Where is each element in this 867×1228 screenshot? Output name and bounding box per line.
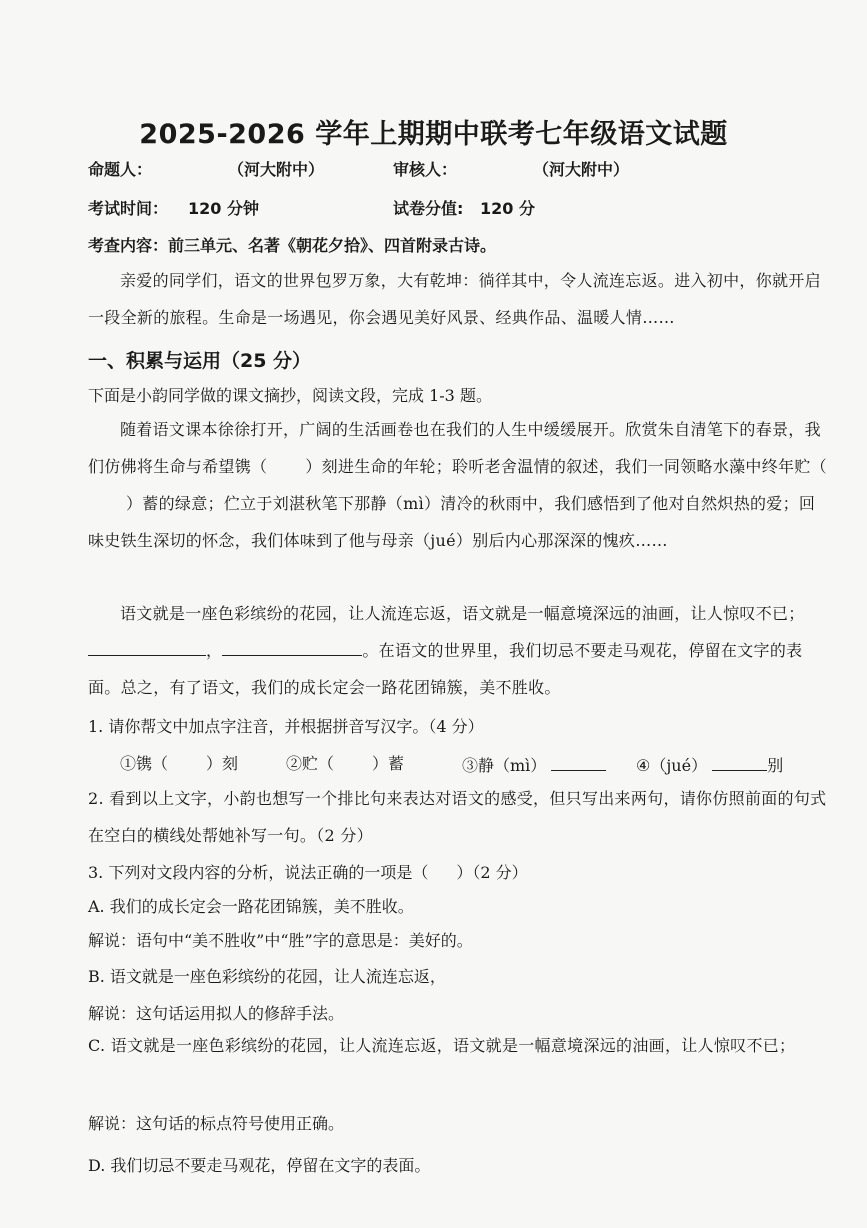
answer-blank-2[interactable] xyxy=(222,641,362,656)
q3-option-a: A. 我们的成长定会一路花团锦簇，美不胜收。 xyxy=(88,897,414,916)
q1-item-d-end: 别 xyxy=(767,756,784,775)
score-value: 120 分 xyxy=(480,199,535,218)
passage-two-part-2: 。在语文的世界里，我们切忌不要走马观花，停留在文字的表面。总之，有了语文，我们的成长定会一路花团锦簇，美不胜收。 xyxy=(88,641,803,697)
q1-item-a-end: ）刻 xyxy=(206,754,239,773)
q3-option-d: D. 我们切忌不要走马观花，停留在文字的表面。 xyxy=(88,1156,431,1175)
scope-line: 考查内容：前三单元、名著《朝花夕拾》、四首附录古诗。 xyxy=(88,236,497,255)
passage-one-part-2: ）刻进生命的年轮；聆听老舍温情的叙述，我们一同领略水藻中终年贮（ xyxy=(305,457,827,476)
time-label: 考试时间： xyxy=(88,199,169,218)
q1-item-c-blank[interactable] xyxy=(551,756,606,771)
passage-two xyxy=(88,595,830,706)
passage-two-sep: ， xyxy=(206,641,223,660)
author-value: （河大附中） xyxy=(228,160,325,179)
time-value: 120 分钟 xyxy=(188,199,259,218)
question-1-items xyxy=(120,754,784,775)
q3-option-c-explanation: 解说：这句话的标点符号使用正确。 xyxy=(88,1114,345,1133)
question-2: 2. 看到以上文字，小韵也想写一个排比句来表达对语文的感受，但只写出来两句，请你仿照前面的句式在空白的横线处帮她补写一句。（2 分） xyxy=(88,789,827,845)
passage-one-part-1: 随着语文课本徐徐打开，广阔的生活画卷也在我们的人生中缓缓展开。欣赏朱自清笔下的春景，我们仿佛将生命与希望镌（ xyxy=(88,420,821,476)
q3-option-a-explanation: 解说：语句中“美不胜收”中“胜”字的意思是：美好的。 xyxy=(88,931,473,950)
q3-option-c: C. 语文就是一座色彩缤纷的花园，让人流连忘返，语文就是一幅意境深远的油画，让人惊叹不已； xyxy=(88,1036,796,1055)
q3-option-b: B. 语文就是一座色彩缤纷的花园，让人流连忘返， xyxy=(88,967,446,986)
intro-paragraph: 亲爱的同学们，语文的世界包罗万象，大有乾坤：徜徉其中，令人流连忘返。进入初中，你就开启一段全新的旅程。生命是一场遇见，你会遇见美好风景、经典作品、温暖人情…… xyxy=(88,271,821,327)
q1-item-c: ③静（mì） xyxy=(462,756,547,775)
passage-one-part-3: ）蓄的绿意；伫立于刘湛秋笔下那静（mì）清冷的秋雨中，我们感悟到了他对自然炽热的爱；回味史铁生深切的怀念，我们体味到了他与母亲（jué）别后内心那深深的愧疚…… xyxy=(88,494,816,550)
q1-item-d: ④（jué） xyxy=(636,756,708,775)
reviewer-value: （河大附中） xyxy=(533,160,630,179)
q3-stem-b: ）（2 分） xyxy=(456,863,528,882)
question-3-stem xyxy=(88,865,528,881)
reviewer-label: 审核人： xyxy=(393,160,458,179)
section-heading: 一、积累与运用（25 分） xyxy=(88,350,312,372)
passage-one xyxy=(88,411,830,559)
answer-blank-1[interactable] xyxy=(88,641,206,656)
q3-option-b-explanation: 解说：这句话运用拟人的修辞手法。 xyxy=(88,1004,345,1023)
score-label: 试卷分值: xyxy=(393,199,464,218)
exam-title: 2025-2026 学年上期期中联考七年级语文试题 xyxy=(139,119,728,150)
section-instruction: 下面是小韵同学做的课文摘抄，阅读文段，完成 1-3 题。 xyxy=(88,386,492,405)
q1-item-a: ①镌（ xyxy=(120,754,169,773)
question-1-stem: 1. 请你帮文中加点字注音，并根据拼音写汉字。（4 分） xyxy=(88,717,484,736)
author-row xyxy=(88,160,630,179)
q3-stem-a: 3. 下列对文段内容的分析，说法正确的一项是（ xyxy=(88,863,429,882)
author-label: 命题人： xyxy=(88,160,153,179)
q1-item-b-end: ）蓄 xyxy=(372,754,405,773)
q1-item-b: ②贮（ xyxy=(286,754,335,773)
time-row xyxy=(88,199,535,218)
passage-two-part-1: 语文就是一座色彩缤纷的花园，让人流连忘返，语文就是一幅意境深远的油画，让人惊叹不已； xyxy=(120,604,805,623)
q1-item-d-blank[interactable] xyxy=(712,756,767,771)
